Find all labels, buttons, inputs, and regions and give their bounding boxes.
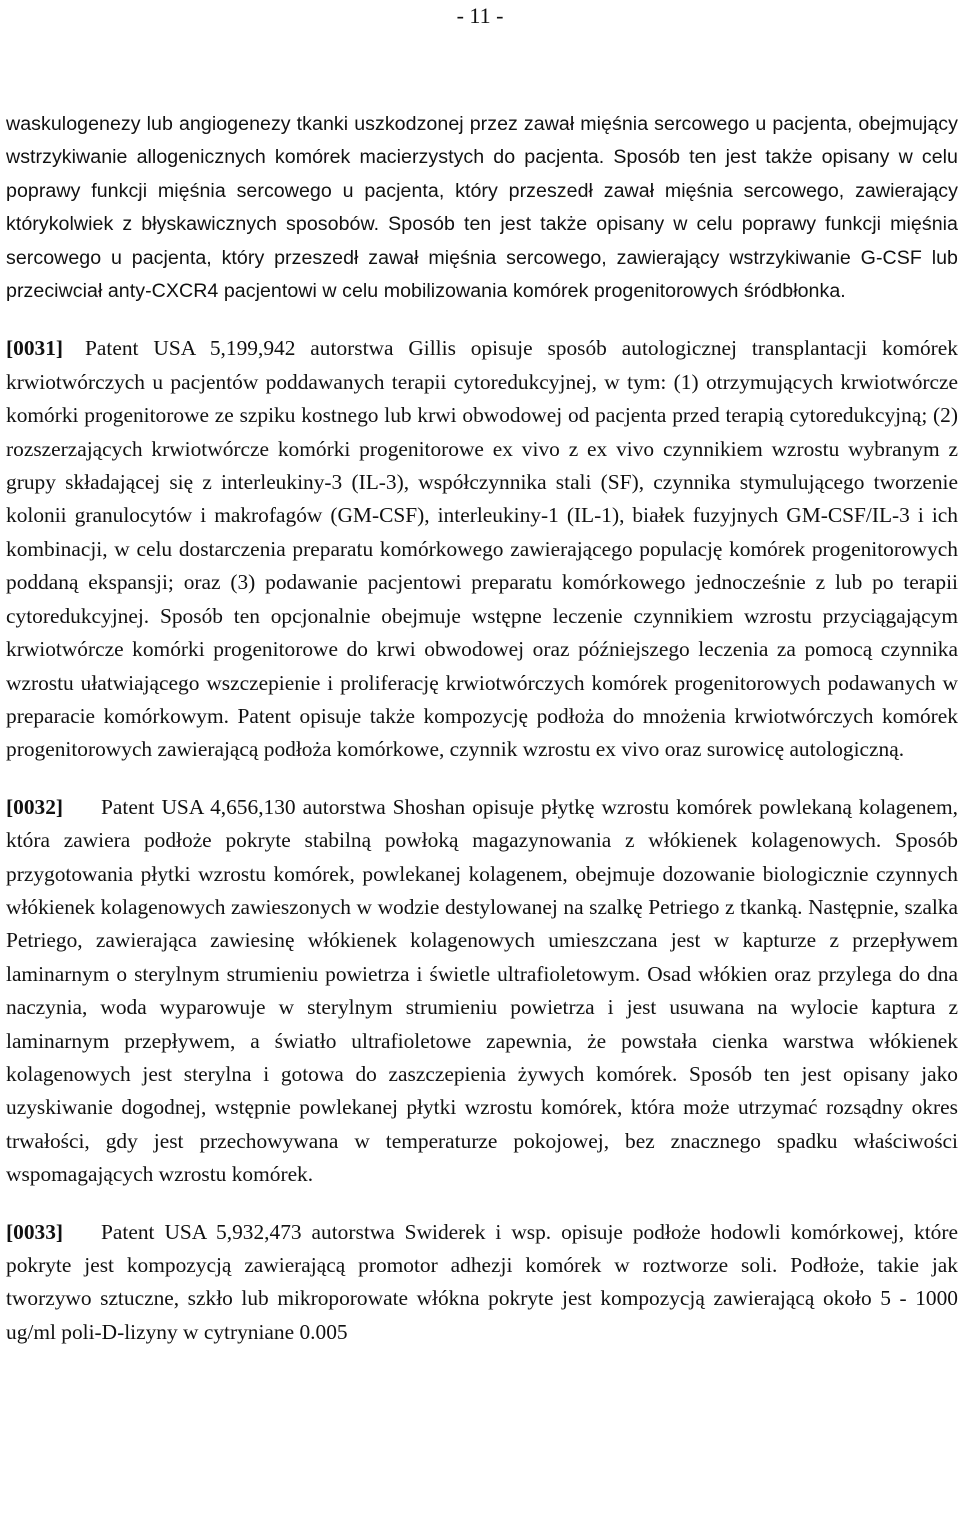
document-body — [6, 108, 958, 1349]
paragraph-ref-0031: [0031] — [6, 336, 64, 361]
paragraph-gap — [6, 308, 958, 332]
page-number: - 11 - — [456, 3, 504, 28]
paragraph-text-0033: Patent USA 5,932,473 autorstwa Swiderek i wsp. opisuje podłoże hodowli komórkowej, które pokryte jest kompozycją zawierającą promotor adhezji komórek w roztworze soli. Podłoże, takie jak tworzywo sztuczne, szkło lub mikroporowate włókna pokryte jest kompozycją zawierającą około 5 - 1000 ug/ml poli-D-lizyny w cytryniane 0.005 — [6, 1219, 958, 1344]
paragraph-0033 — [6, 1216, 958, 1350]
paragraph-gap — [6, 1192, 958, 1216]
paragraph-gap — [6, 767, 958, 791]
paragraph-0032 — [6, 791, 958, 1192]
paragraph-ref-0033: [0033] — [6, 1219, 64, 1244]
paragraph-text-0031: Patent USA 5,199,942 autorstwa Gillis opisuje sposób autologicznej transplantacji komórek krwiotwórczych u pacjentów poddawanych terapii cytoredukcyjnej, w tym: (1) otrzymujących krwiotwórcze komórki progenitorowe ze szpiku kostnego lub krwi obwodowej od pacjenta przed terapią cytoredukcyjną; (2) rozszerzających krwiotwórcze komórki progenitorowe ex vivo z ex vivo czynnikiem wzrostu wybranym z grupy składającej się z interleukiny-3 (IL-3), współczynnika stali (SF), czynnika stymulującego tworzenie kolonii granulocytów i makrofagów (GM-CSF), interleukiny-1 (IL-1), białek fuzyjnych GM-CSF/IL-3 i ich kombinacji, w celu dostarczenia preparatu komórkowego zawierającego populację komórek progenitorowych poddaną ekspansji; oraz (3) podawanie pacjentowi preparatu komórkowego jednocześnie z lub po terapii cytoredukcyjnej. Sposób ten opcjonalnie obejmuje wstępne leczenie czynnikiem wzrostu przyciągającym krwiotwórcze komórki progenitorowe do krwi obwodowej oraz późniejszego leczenia za pomocą czynnika wzrostu ułatwiającego wszczepienie i proliferację krwiotwórczych komórek progenitorowych podawanych w preparacie komórkowym. Patent opisuje także kompozycję podłoża do mnożenia krwiotwórczych komórek progenitorowych zawierającą podłoża komórkowe, czynnik wzrostu ex vivo oraz surowicę autologiczną. — [6, 336, 958, 762]
paragraph-text-0032: Patent USA 4,656,130 autorstwa Shoshan opisuje płytkę wzrostu komórek powlekaną kolagenem, która zawiera podłoże pokryte stabilną powłoką magazynowania z włókienek kolagenowych. Sposób przygotowania płytki wzrostu komórek, powlekanej kolagenem, obejmuje dozowanie biologicznie czynnych włókienek kolagenowych zawieszonych w wodzie destylowanej na szalkę Petriego z tkanką. Następnie, szalka Petriego, zawierająca zawiesinę włókienek kolagenowych umieszczana jest w kapturze z przepływem laminarnym o sterylnym strumieniu powietrza i świetle ultrafioletowym. Osad włókien oraz przylega do dna naczynia, woda wyparowuje w sterylnym strumieniu powietrza i jest usuwana na wylocie kaptura z laminarnym przepływem, a światło ultrafioletowe zapewnia, że powstała cienka warstwa włókienek kolagenowych jest sterylna i gotowa do zaszczepienia żywych komórek. Sposób ten jest opisany jako uzyskiwanie dogodnej, wstępnie powlekanej płytki wzrostu komórek, która może utrzymać rozsądny okres trwałości, gdy jest przechowywana w temperaturze pokojowej, bez znacznego spadku właściwości wspomagających wzrostu komórek. — [6, 794, 958, 1187]
paragraph-0031 — [6, 332, 958, 766]
paragraph-ref-0032: [0032] — [6, 794, 64, 819]
paragraph-continuation: waskulogenezy lub angiogenezy tkanki uszkodzonej przez zawał mięśnia sercowego u pacjenta, obejmujący wstrzykiwanie allogenicznych komórek macierzystych do pacjenta. Sposób ten jest także opisany w celu poprawy funkcji mięśnia sercowego u pacjenta, który przeszedł zawał mięśnia sercowego, zawierający którykolwiek z błyskawicznych sposobów. Sposób ten jest także opisany w celu poprawy funkcji mięśnia sercowego u pacjenta, który przeszedł zawał mięśnia sercowego, zawierający wstrzykiwanie G-CSF lub przeciwciał anty-CXCR4 pacjentowi w celu mobilizowania komórek progenitorowych śródbłonka. — [6, 113, 958, 303]
